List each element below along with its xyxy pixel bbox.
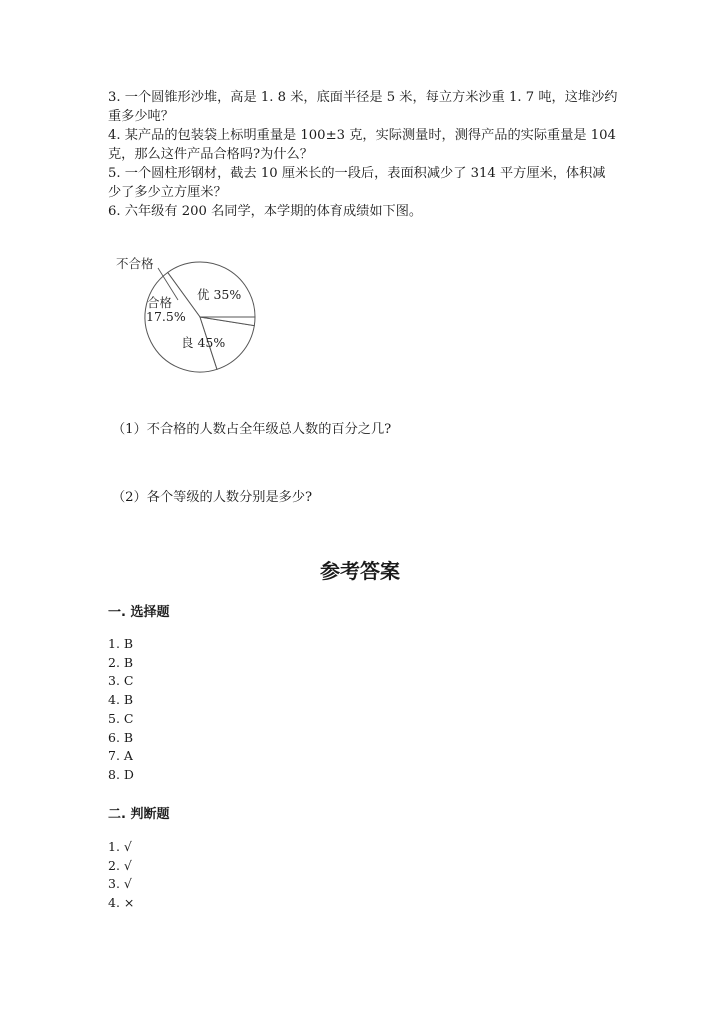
subquestion-2: （2）各个等级的人数分别是多少? bbox=[112, 490, 313, 505]
subquestion-1: （1）不合格的人数占全年级总人数的百分之几? bbox=[112, 422, 392, 437]
slice-label-pass-percent: 17.5% bbox=[146, 309, 186, 324]
problem-6: 6. 六年级有 200 名同学，本学期的体育成绩如下图。 bbox=[108, 204, 423, 219]
slice-label-excellent: 优 35% bbox=[197, 287, 242, 302]
answer-item: 6. B bbox=[108, 729, 134, 745]
pie-chart bbox=[108, 250, 268, 380]
choice-answer-list bbox=[108, 635, 134, 785]
slice-label-good: 良 45% bbox=[181, 335, 226, 350]
judgement-answer-list bbox=[108, 838, 134, 913]
answer-item: 2. √ bbox=[108, 857, 132, 873]
answer-item: 1. √ bbox=[108, 839, 132, 854]
answer-item: 3. √ bbox=[108, 876, 132, 892]
answers-title: 参考答案 bbox=[320, 559, 400, 583]
problem-4: 4. 某产品的包装袋上标明重量是 100±3 克，实际测量时，测得产品的实际重量是 104 克，那么这件产品合格吗?为什么？ bbox=[108, 128, 616, 162]
answer-item: 3. C bbox=[108, 673, 134, 689]
answer-item: 7. A bbox=[108, 748, 133, 764]
answer-item: 5. C bbox=[108, 710, 134, 726]
answer-item: 4. × bbox=[108, 895, 135, 911]
answer-item: 1. B bbox=[108, 636, 134, 651]
answer-item: 8. D bbox=[108, 766, 134, 782]
slice-label-fail: 不合格 bbox=[116, 256, 154, 271]
section-heading-judgement: 二. 判断题 bbox=[108, 807, 170, 822]
problem-5: 5. 一个圆柱形钢材，截去 10 厘米长的一段后，表面积减少了 314 平方厘米，体积减少了多少立方厘米？ bbox=[108, 166, 606, 200]
problem-3: 3. 一个圆锥形沙堆，高是 1. 8 米，底面半径是 5 米，每立方米沙重 1. 7 吨，这堆沙约重多少吨？ bbox=[108, 90, 618, 124]
answer-item: 2. B bbox=[108, 654, 134, 670]
slice-label-pass: 合格 bbox=[147, 295, 173, 310]
section-heading-choice: 一. 选择题 bbox=[108, 605, 170, 620]
problems-block bbox=[108, 88, 618, 221]
answer-item: 4. B bbox=[108, 692, 134, 708]
